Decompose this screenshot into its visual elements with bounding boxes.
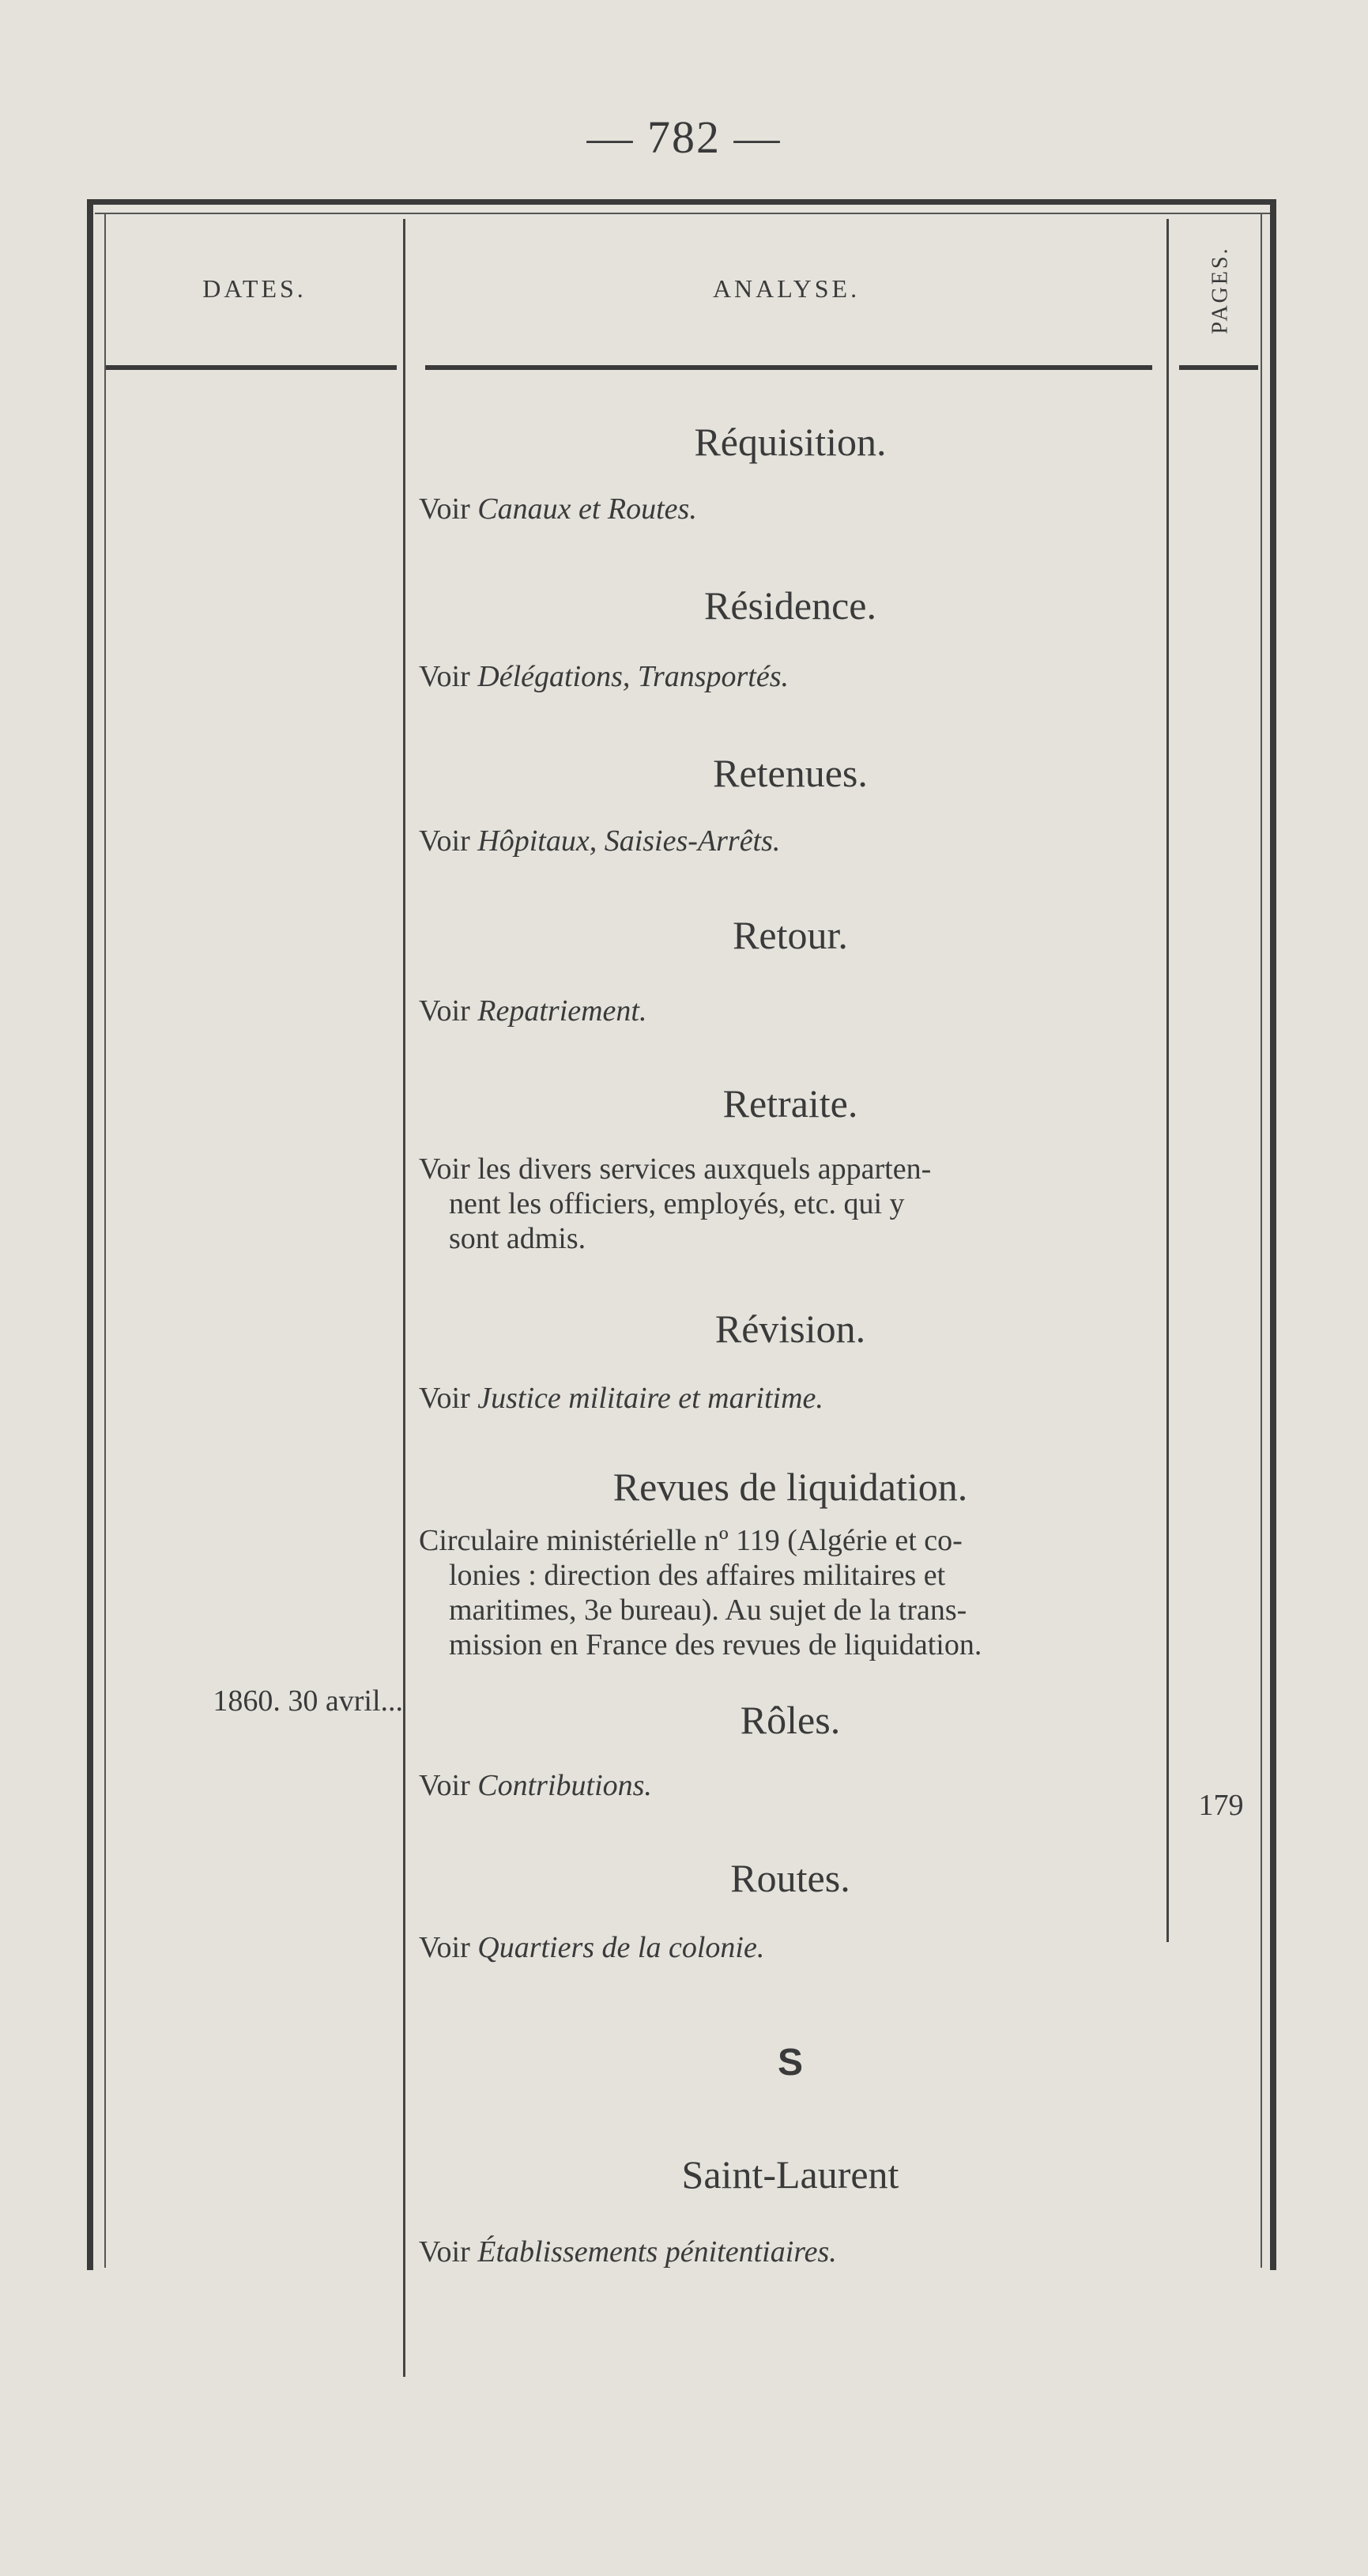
reference-text: Délégations, Transportés. [477,660,790,693]
column-divider-pages [1166,219,1169,1942]
entry-heading: Retour. [733,913,848,957]
column-header-dates: DATES. [202,274,307,303]
inner-right-rule [1261,213,1262,2268]
reference-text: Établissements pénitentiaires. [477,2235,837,2269]
index-table [87,199,1276,2377]
voir-label: Voir [419,994,470,1028]
header-rule-dates [106,365,397,370]
entry-reference [419,659,1162,694]
reference-text: Repatriement. [477,994,647,1028]
column-header-pages-label: PAGES. [1208,246,1233,334]
entry-reference [419,1381,1162,1416]
inner-left-rule [104,213,106,2268]
column-header-analyse: ANALYSE. [712,274,861,303]
reference-text: Justice militaire et maritime. [477,1382,823,1415]
reference-text: Quartiers de la colonie. [477,1931,765,1964]
entry-reference [419,1768,1162,1803]
entry-heading: Révision. [714,1307,866,1351]
entry-heading: Rôles. [740,1698,841,1742]
paragraph-line: lonies : direction des affaires militaires et [449,1559,946,1592]
outer-left-rule [87,199,93,2270]
section-letter: S [777,2042,803,2084]
paragraph-line: sont admis. [449,1222,586,1255]
entry-heading: Retenues. [713,751,868,795]
voir-label: Voir [419,1382,470,1415]
paragraph-line: Circulaire ministérielle nº 119 (Algérie et co- [419,1524,963,1557]
paragraph-line: nent les officiers, employés, etc. qui y [449,1187,905,1220]
voir-label: Voir [419,2235,470,2269]
voir-label: Voir [419,824,470,858]
entry-paragraph [419,1523,1154,1662]
entry-heading: Routes. [730,1856,850,1900]
top-rule-thin [95,213,1271,214]
entry-heading: Réquisition. [694,420,887,464]
entry-heading: Saint-Laurent [681,2152,899,2197]
entry-reference [419,994,1162,1028]
column-header-pages [1185,231,1257,349]
entry-heading: Résidence. [704,583,876,628]
voir-label: Voir [419,492,470,526]
header-rule-analyse [425,365,1152,370]
paragraph-line: maritimes, 3e bureau). Au sujet de la trans- [449,1593,967,1627]
voir-label: Voir [419,660,470,693]
date-cell: 1860. 30 avril... [213,1684,403,1718]
entry-reference [419,2235,1162,2269]
header-rule-pages [1179,365,1258,370]
reference-text: Contributions. [477,1769,652,1802]
entry-heading: Revues de liquidation. [612,1465,968,1509]
reference-text: Canaux et Routes. [477,492,697,526]
entry-reference [419,824,1162,858]
page-cell: 179 [1198,1789,1244,1822]
outer-right-rule [1270,199,1276,2270]
entry-reference [419,1930,1162,1965]
reference-text: Hôpitaux, Saisies-Arrêts. [477,824,781,858]
paragraph-line: mission en France des revues de liquidation. [449,1628,982,1661]
voir-label: Voir [419,1769,470,1802]
top-rule-thick [87,199,1276,205]
voir-label: Voir [419,1931,470,1964]
entry-heading: Retraite. [722,1081,858,1126]
entry-reference [419,492,1162,526]
entry-paragraph [419,1152,1154,1256]
column-divider-dates [403,219,405,2377]
paragraph-line: Voir les divers services auxquels apparten- [419,1152,932,1186]
page-number: — 782 — [586,111,782,163]
